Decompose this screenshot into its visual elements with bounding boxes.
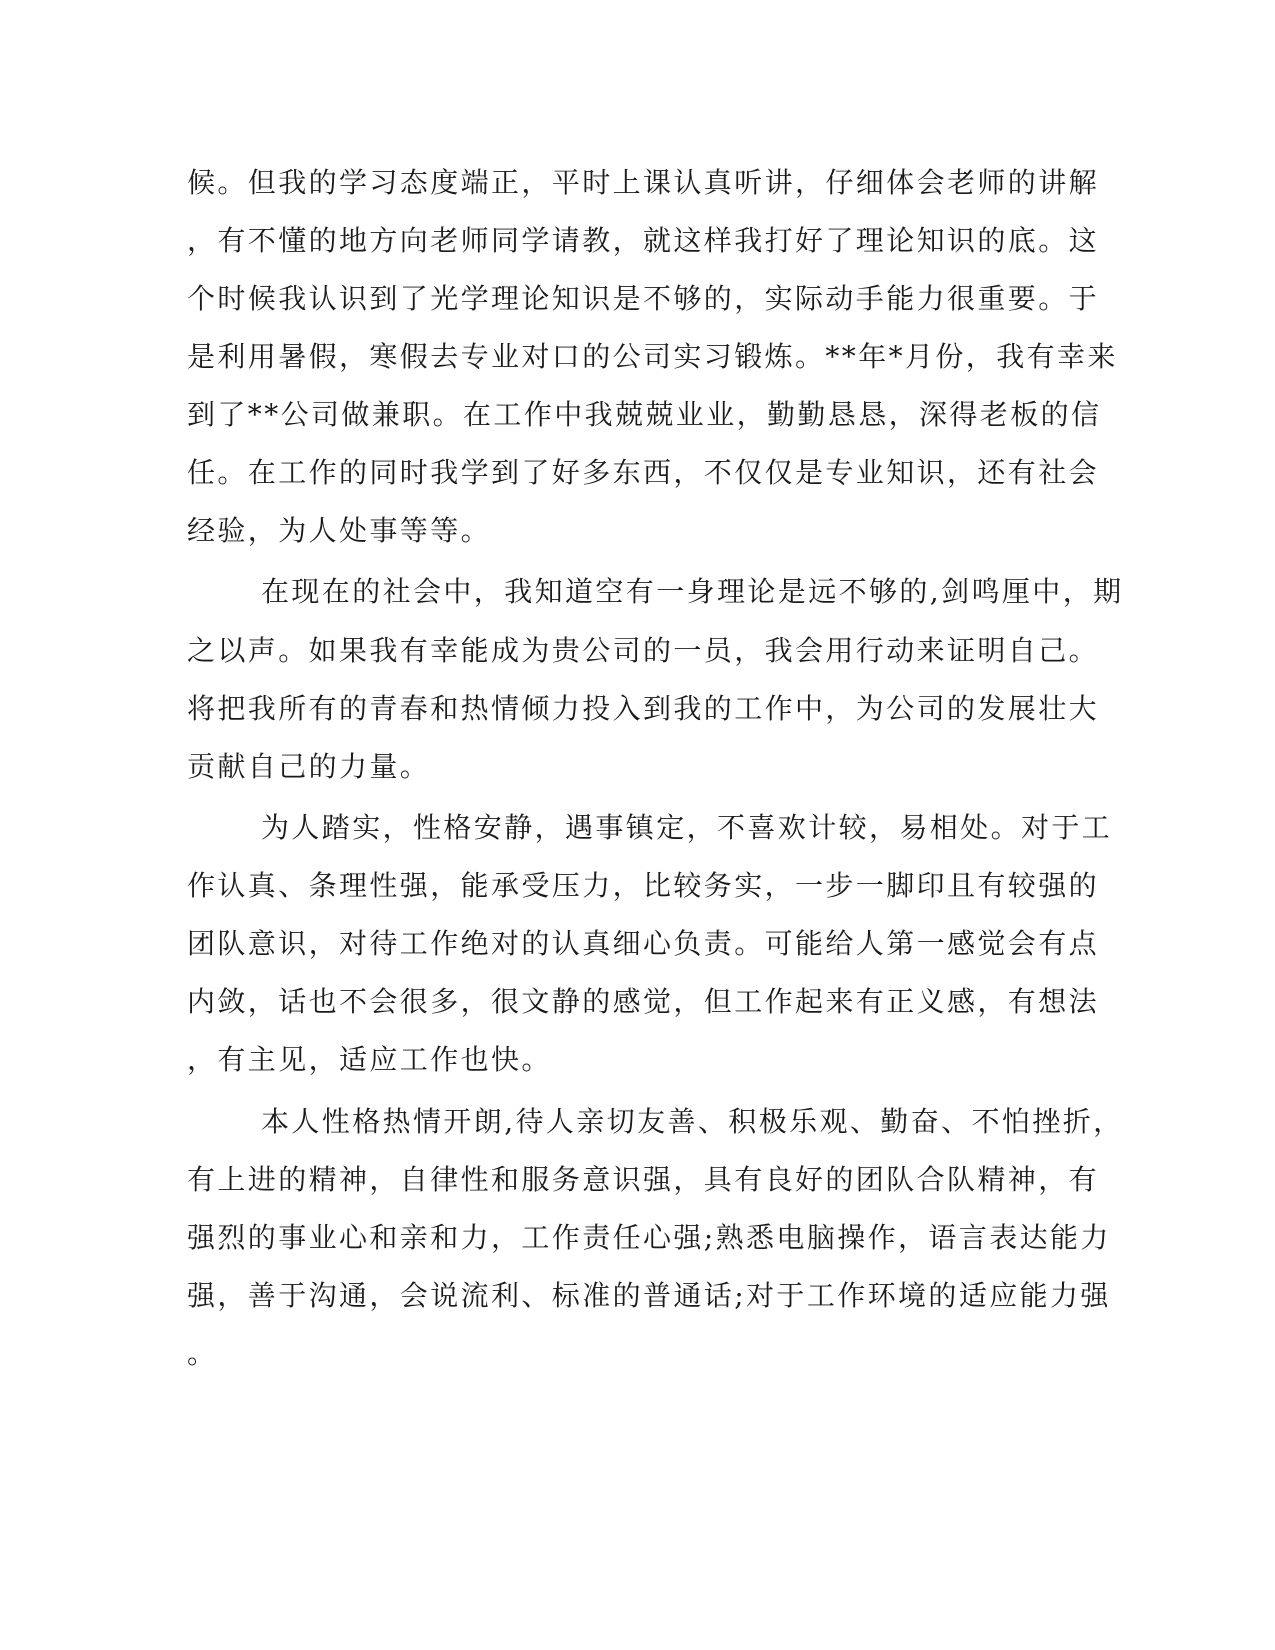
text-line: 团队意识，对待工作绝对的认真细心负责。可能给人第一感觉会有点 (187, 927, 1100, 960)
text-line: 候。但我的学习态度端正，平时上课认真听讲，仔细体会老师的讲解 (187, 166, 1100, 199)
text-line: 在现在的社会中，我知道空有一身理论是远不够的,剑鸣厘中，期 (261, 575, 1124, 608)
text-line: ，有主见，适应工作也快。 (187, 1043, 552, 1076)
text-line: 作认真、条理性强，能承受压力，比较务实，一步一脚印且有较强的 (187, 869, 1100, 902)
text-line: 到了**公司做兼职。在工作中我兢兢业业，勤勤恳恳，深得老板的信 (187, 398, 1102, 431)
text-line: 。 (187, 1337, 218, 1370)
text-line: 为人踏实，性格安静，遇事镇定，不喜欢计较，易相处。对于工 (261, 811, 1113, 844)
text-line: 将把我所有的青春和热情倾力投入到我的工作中，为公司的发展壮大 (187, 692, 1100, 725)
text-line: 个时候我认识到了光学理论知识是不够的，实际动手能力很重要。于 (187, 282, 1100, 315)
text-line: 有上进的精神，自律性和服务意识强，具有良好的团队合队精神，有 (187, 1163, 1100, 1196)
text-line: 强，善于沟通，会说流利、标准的普通话;对于工作环境的适应能力强 (187, 1279, 1111, 1312)
text-line: 贡献自己的力量。 (187, 750, 431, 783)
text-line: 内敛，话也不会很多，很文静的感觉，但工作起来有正义感，有想法 (187, 985, 1100, 1018)
text-line: 经验，为人处事等等。 (187, 514, 492, 547)
text-line: 之以声。如果我有幸能成为贵公司的一员，我会用行动来证明自己。 (187, 634, 1100, 667)
text-line: 本人性格热情开朗,待人亲切友善、积极乐观、勤奋、不怕挫折， (261, 1105, 1124, 1138)
text-line: 是利用暑假，寒假去专业对口的公司实习锻炼。**年*月份，我有幸来 (187, 340, 1118, 373)
text-line: ，有不懂的地方向老师同学请教，就这样我打好了理论知识的底。这 (187, 224, 1100, 257)
text-line: 强烈的事业心和亲和力，工作责任心强;熟悉电脑操作，语言表达能力 (187, 1221, 1111, 1254)
text-line: 任。在工作的同时我学到了好多东西，不仅仅是专业知识，还有社会 (187, 456, 1100, 489)
